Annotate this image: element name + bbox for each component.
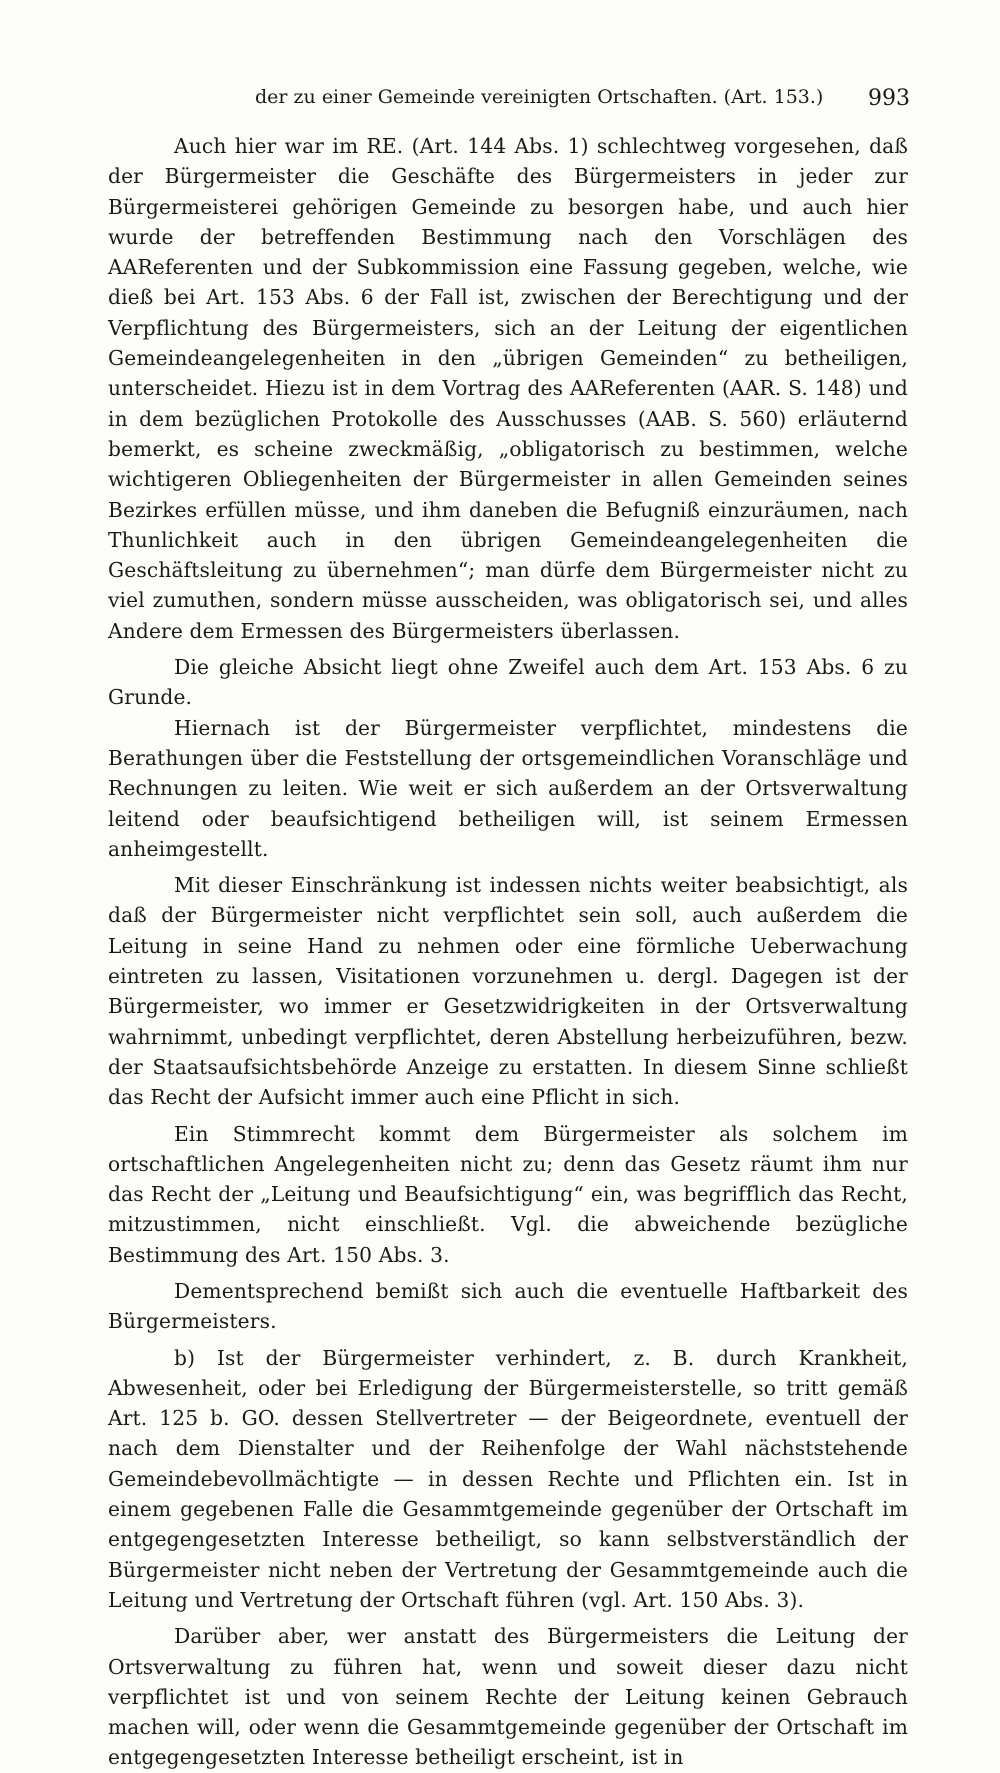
paragraph: Die gleiche Absicht liegt ohne Zweifel auch dem Art. 153 Abs. 6 zu Grunde. [108, 655, 908, 710]
body-text [108, 131, 908, 1773]
paragraph: Mit dieser Einschränkung ist indessen nichts weiter beabsichtigt, als daß der Bürgermeister nicht verpflichtet sein soll, auch außerdem die Leitung in seine Hand zu nehmen oder eine förmliche Ueberwachung eintreten zu lassen, Visitationen vorzunehmen u. dergl. Dagegen ist der Bürgermeister, wo immer er Gesetzwidrigkeiten in der Ortsverwaltung wahrnimmt, unbedingt verpflichtet, deren Abstellung herbeizuführen, bezw. der Staatsaufsichtsbehörde Anzeige zu erstatten. In diesem Sinne schließt das Recht der Aufsicht immer auch eine Pflicht in sich. [108, 873, 908, 1110]
running-title: der zu einer Gemeinde vereinigten Ortschaften. (Art. 153.) [255, 86, 824, 108]
paragraph: b) Ist der Bürgermeister verhindert, z. B. durch Krankheit, Abwesenheit, oder bei Erledigung der Bürgermeisterstelle, so tritt gemäß Art. 125 b. GO. dessen Stellvertreter — der Beigeordnete, eventuell der nach dem Dienstalter und der Reihenfolge der Wahl nächststehende Gemeindebevollmächtigte — in dessen Rechte und Pflichten ein. Ist in einem gegebenen Falle die Gesammtgemeinde gegenüber der Ortschaft im entgegengesetzten Interesse betheiligt, so kann selbstverständlich der Bürgermeister nicht neben der Vertretung der Gesammtgemeinde auch die Leitung und Vertretung der Ortschaft führen (vgl. Art. 150 Abs. 3). [108, 1345, 908, 1612]
paragraph: Dementsprechend bemißt sich auch die eventuelle Haftbarkeit des Bürgermeisters. [108, 1278, 908, 1334]
paragraph: Darüber aber, wer anstatt des Bürgermeisters die Leitung der Ortsverwaltung zu führen hat, wenn und soweit dieser dazu nicht verpflichtet ist und von seinem Rechte der Leitung keinen Gebrauch machen will, oder wenn die Gesammtgemeinde gegenüber der Ortschaft im entgegengesetzten Interesse betheiligt erscheint, ist in [108, 1624, 908, 1770]
paragraph: Auch hier war im RE. (Art. 144 Abs. 1) schlechtweg vorgesehen, daß der Bürgermeister die Geschäfte des Bürgermeisters in jeder zur Bürgermeisterei gehörigen Gemeinde zu besorgen habe, und auch hier wurde der betreffenden Bestimmung nach den Vorschlägen des AAReferenten und der Subkommission eine Fassung gegeben, welche, wie dieß bei Art. 153 Abs. 6 der Fall ist, zwischen der Berechtigung und der Verpflichtung des Bürgermeisters, sich an der Leitung der eigentlichen Gemeindeangelegenheiten in den „übrigen Gemeinden“ zu betheiligen, unterscheidet. Hiezu ist in dem Vortrag des AAReferenten (AAR. S. 148) und in dem bezüglichen Protokolle des Ausschusses (AAB. S. 560) erläuternd bemerkt, es scheine zweckmäßig, „obligatorisch zu bestimmen, welche wichtigeren Obliegenheiten der Bürgermeister in allen Gemeinden seines Bezirkes erfüllen müsse, und ihm daneben die Befugniß einzuräumen, nach Thunlichkeit auch in den übrigen Gemeindeangelegenheiten die Geschäftsleitung zu übernehmen“; man dürfe dem Bürgermeister nicht zu viel zumuthen, sondern müsse ausscheiden, was obligatorisch sei, und alles Andere dem Ermessen des Bürgermeisters überlassen. [108, 134, 908, 643]
paragraph: Hiernach ist der Bürgermeister verpflichtet, mindestens die Berathungen über die Feststellung der ortsgemeindlichen Voranschläge und Rechnungen zu leiten. Wie weit er sich außerdem an der Ortsverwaltung leitend oder beaufsichtigend betheiligen will, ist seinem Ermessen anheimgestellt. [108, 715, 908, 861]
page-header [255, 86, 910, 118]
page-number: 993 [868, 86, 910, 111]
paragraph: Ein Stimmrecht kommt dem Bürgermeister als solchem im ortschaftlichen Angelegenheiten nicht zu; denn das Gesetz räumt ihm nur das Recht der „Leitung und Beaufsichtigung“ ein, was begrifflich das Recht, mitzustimmen, nicht einschließt. Vgl. die abweichende bezügliche Bestimmung des Art. 150 Abs. 3. [108, 1121, 908, 1267]
